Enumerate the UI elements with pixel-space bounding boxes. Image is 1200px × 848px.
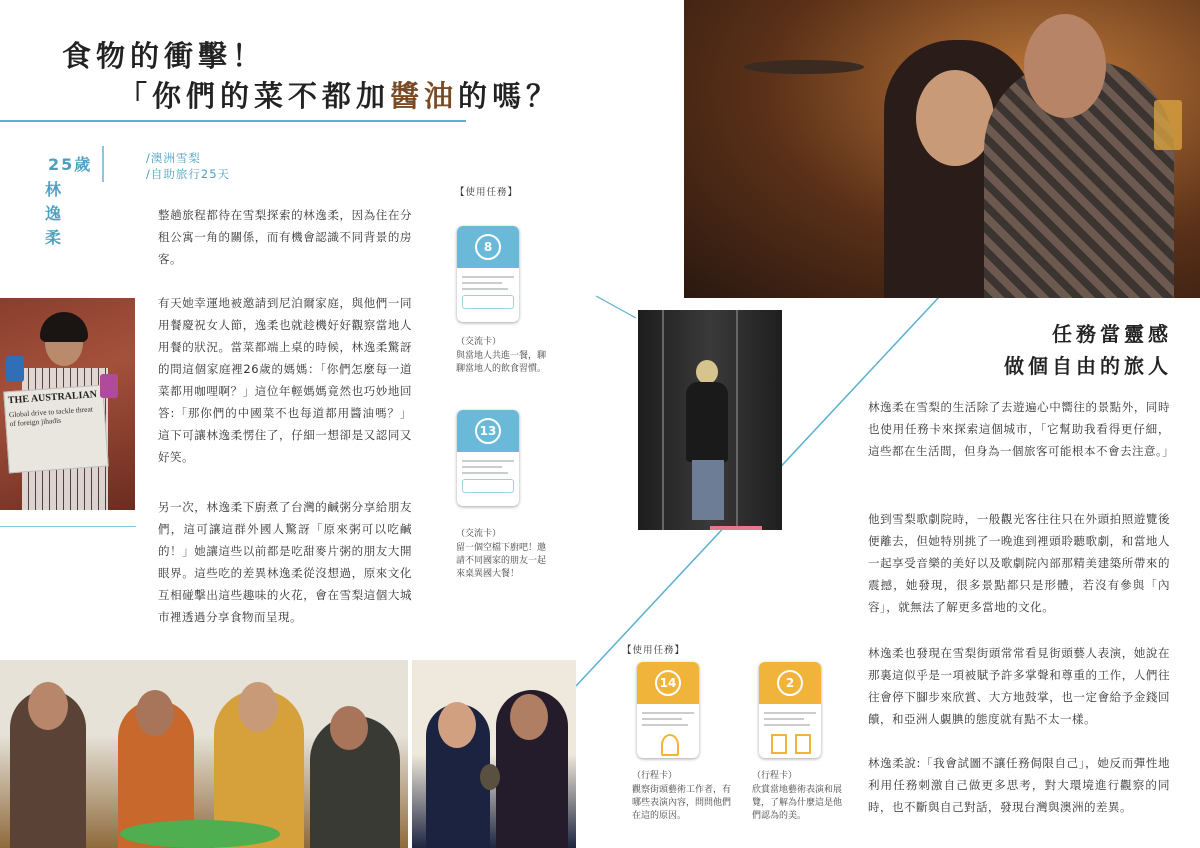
page-title-line1: 食物的衝擊！	[62, 39, 267, 73]
card-14-caption: 觀察街頭藝術工作者，有哪些表演內容，問問他們在這的原因。	[632, 785, 732, 821]
card-13-type: （交流卡）	[456, 529, 502, 539]
card-13-caption: 留一個空檔下廚吧！邀請不同國家的朋友一起來桌異國大餐！	[456, 543, 547, 579]
task-card-14	[637, 662, 699, 758]
card-number: 8	[475, 234, 501, 260]
card-14-type: （行程卡）	[632, 771, 678, 781]
card-8-caption: 與當地人共進一餐，聊聊當地人的飲食習慣。	[456, 351, 547, 374]
profile-trip: /自助旅行25天	[146, 167, 231, 181]
card-8-type: （交流卡）	[456, 337, 502, 347]
task-card-2	[759, 662, 821, 758]
newspaper-headline: Global drive to tackle threat of foreign jihadis	[8, 404, 94, 429]
busker-photo	[638, 310, 782, 530]
profile-name: 林逸柔	[44, 180, 61, 247]
card-number: 13	[475, 418, 501, 444]
page-title-line2: 「你們的菜不都加醬油的嗎？	[118, 79, 561, 113]
profile-age: 25歲	[48, 155, 93, 174]
left-paragraph-2: 有天她幸運地被邀請到尼泊爾家庭，與他們一同用餐慶祝女人節，逸柔也就趁機好好觀察當地人用餐的狀況。當菜都端上桌的時候，林逸柔驚訝的問這個家庭裡26歲的媽媽：「你們怎麼每一道菜都用咖哩啊？」這位年輕媽媽竟然也巧妙地回答:「那你們的中國菜不也每道都用醬油嗎？」這下可讓林逸柔愣住了，仔細一想卻是又認同又好笑。	[158, 296, 412, 464]
card-2-type: （行程卡）	[752, 771, 798, 781]
right-paragraph-1: 林逸柔在雪梨的生活除了去遊遍心中嚮往的景點外，同時也使用任務卡來探索這個城市，「它幫助我看得更仔細，這些都在生活間，但身為一個旅客可能根本不會去注意。」	[868, 400, 1175, 458]
newspaper-masthead: THE AUSTRALIAN	[7, 389, 98, 407]
profile-location: /澳洲雪梨	[146, 151, 201, 165]
task-label-top: 【使用任務】	[455, 187, 519, 198]
right-paragraph-3: 林逸柔也發現在雪梨街頭常常看見街頭藝人表演，她說在那裏這似乎是一項被賦予許多掌聲和尊重的工作，人們往往會停下腳步來欣賞、大方地鼓掌，也一定會給予金錢回饋，和亞洲人覷腆的態度就有點不太一樣。	[868, 646, 1170, 726]
right-paragraph-4: 林逸柔說:「我會試圖不讓任務侷限自己」，她反而彈性地利用任務刺激自己做更多思考，對大環境進行觀察的同時，也不斷與自己對話，發現台灣與澳洲的差異。	[868, 756, 1170, 814]
bar-photo	[684, 0, 1200, 298]
right-title-line1: 任務當靈感	[1052, 322, 1172, 346]
friends-photo	[412, 660, 576, 848]
left-paragraph-3: 另一次，林逸柔下廚煮了台灣的鹹粥分享給朋友們，這可讓這群外國人驚訝「原來粥可以吃鹹的！」她讓這些以前都是吃甜麥片粥的朋友大開眼界。這些吃的差異林逸柔從沒想過，原來文化互相碰擊出這些趣味的火花，會在雪梨這個大城市裡透過分享食物而呈現。	[158, 500, 412, 624]
group-dinner-photo	[0, 660, 408, 848]
right-paragraph-2: 他到雪梨歌劇院時，一般觀光客往往只在外頭拍照遊覽後便離去，但她特別挑了一晚進到裡頭聆聽歌劇，和當地人一起享受音樂的美好以及歌劇院內部那精美建築所帶來的震撼，她發現，很多景點都只是形體，若沒有參與「內容」，就無法了解更多當地的文化。	[868, 512, 1170, 614]
card-number: 2	[777, 670, 803, 696]
card-2-caption: 欣賞當地藝術表演和展覽，了解為什麼這是他們認為的美。	[752, 785, 843, 821]
right-title-line2: 做個自由的旅人	[1004, 354, 1172, 378]
title-highlight: 醬油	[390, 79, 459, 113]
card-number: 14	[655, 670, 681, 696]
left-paragraph-1: 整趟旅程都待在雪梨探索的林逸柔，因為住在分租公寓一角的關係，而有機會認識不同背景的房客。	[158, 208, 412, 266]
task-label-bottom: 【使用任務】	[622, 645, 686, 656]
